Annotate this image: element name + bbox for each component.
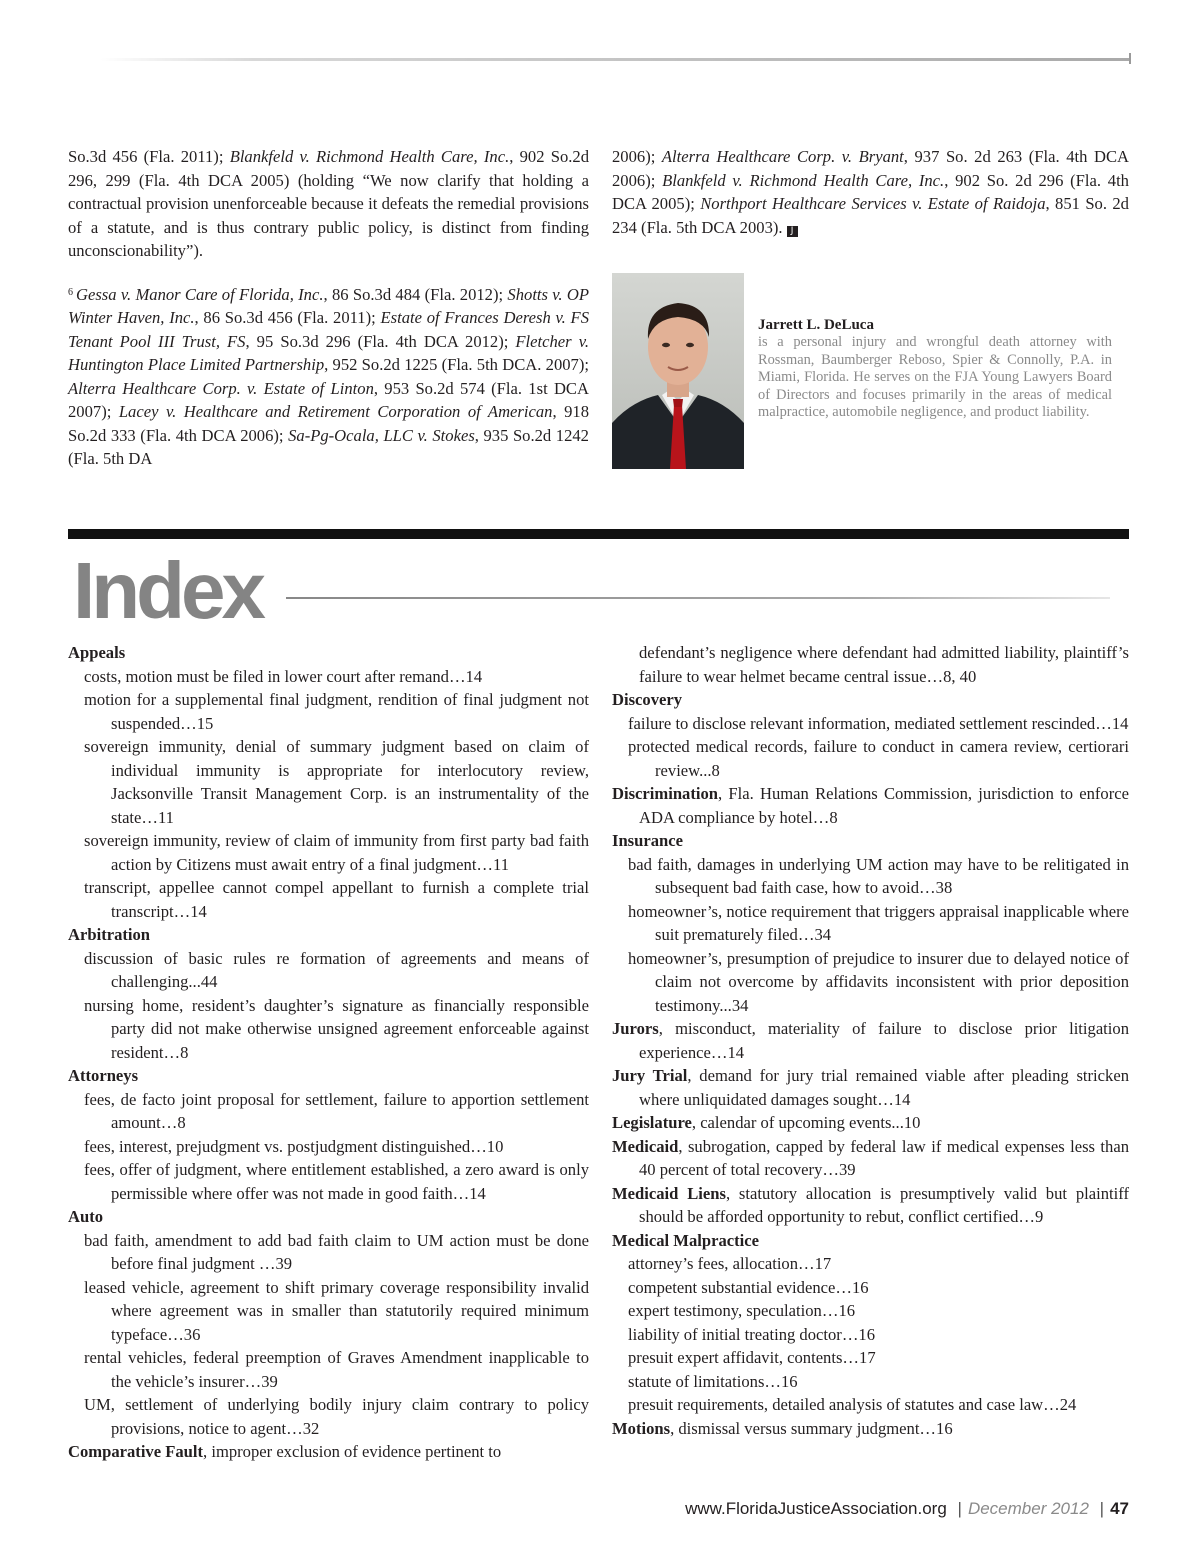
index-entry: presuit expert affidavit, contents…17 [628, 1348, 876, 1367]
author-name: Jarrett L. DeLuca [758, 317, 874, 333]
index-heading: Appeals [68, 643, 126, 662]
page-footer [685, 1497, 1129, 1521]
index-entry: presuit requirements, detailed analysis of statutes and case law…24 [628, 1395, 1077, 1414]
index-entry: discussion of basic rules re formation of agreements and means of challenging...44 [84, 948, 589, 991]
index-topic-entry [612, 1017, 1129, 1064]
index-topic: Motions [612, 1418, 671, 1438]
index-topic-detail: , improper exclusion of evidence pertinent to [203, 1442, 502, 1461]
index-entry: competent substantial evidence…16 [628, 1277, 869, 1297]
index-entry: nursing home, resident’s daughter’s signature as financially responsible party did not make otherwise unsigned agreement enforceable against resident…8 [84, 995, 589, 1062]
index-topic: Medicaid [612, 1136, 679, 1156]
article-left-column [68, 145, 589, 471]
index-topic: Jurors [612, 1019, 659, 1038]
footer-url[interactable]: www.FloridaJusticeAssociation.org [685, 1499, 947, 1518]
index-entry: leased vehicle, agreement to shift primary coverage responsibility invalid where agreement was in smaller than statutorily required minimum typeface…36 [84, 1277, 589, 1344]
index-entry: statute of limitations…16 [628, 1371, 798, 1391]
index-entry: homeowner’s, presumption of prejudice to insurer due to delayed notice of claim not overcome by affidavits inconsistent with prior deposition testimony...34 [628, 948, 1129, 1015]
index-topic-detail: , statutory allocation is presumptively valid but plaintiff should be afforded opportunity to rebut, conflict certified…9 [639, 1183, 1129, 1226]
citation-text: , 953 So.2d 574 (Fla. 1st DCA 2007); [68, 378, 589, 421]
index-entry: failure to disclose relevant information, mediated settlement rescinded…14 [628, 713, 1129, 733]
index-entry: costs, motion must be filed in lower court after remand…14 [84, 666, 483, 686]
footer-date: December 2012 [967, 1499, 1089, 1518]
case-name: Fletcher v. Huntington Place Limited Partnership [68, 331, 589, 374]
index-topic-entry [612, 1417, 1129, 1441]
index-topic: Discrimination [612, 784, 719, 803]
index-topic-detail: , calendar of upcoming events...10 [691, 1113, 921, 1132]
index-heading: Auto [68, 1207, 104, 1226]
index-entry: bad faith, damages in underlying UM action may have to be relitigated in subsequent bad faith case, how to avoid…38 [628, 854, 1129, 897]
case-name: Alterra Healthcare Corp. v. Estate of Linton [68, 378, 374, 398]
author-photo [612, 273, 744, 469]
index-entry: sovereign immunity, review of claim of immunity from first party bad faith action by Citizens must await entry of a final judgment…11 [84, 831, 589, 874]
index-heading: Insurance [612, 831, 683, 850]
index-right-column [612, 641, 1129, 1440]
citation-text: , 851 So. 2d 234 (Fla. 5th DCA 2003). [612, 194, 1129, 237]
index-entry: transcript, appellee cannot compel appellant to furnish a complete trial transcript…14 [84, 878, 589, 921]
index-topic-detail: , dismissal versus summary judgment…16 [670, 1418, 953, 1438]
index-entry: bad faith, amendment to add bad faith claim to UM action must be done before final judgment …39 [84, 1230, 589, 1273]
citation-paragraph-end [612, 145, 1129, 239]
index-left-column [68, 641, 589, 1464]
citation-text: , 86 So.3d 484 (Fla. 2012); [323, 284, 508, 304]
index-topic-detail: , misconduct, materiality of failure to disclose prior litigation experience…14 [639, 1019, 1129, 1062]
index-topic-detail: , demand for jury trial remained viable after pleading stricken where unliquidated damages sought…14 [639, 1066, 1129, 1109]
index-entry-continued: defendant’s negligence where defendant had admitted liability, plaintiff’s failure to wear helmet became central issue…8, 40 [639, 643, 1129, 686]
case-name: Alterra Healthcare Corp. v. Bryant [661, 147, 904, 166]
case-name: Blankfeld v. Richmond Health Care, Inc. [662, 170, 945, 190]
citation-paragraph [68, 145, 589, 263]
page-number: 47 [1110, 1499, 1129, 1518]
citation-text: , 918 So.2d 333 (Fla. 4th DCA 2006); [68, 402, 589, 445]
index-entry: fees, de facto joint proposal for settlement, failure to apportion settlement amount…8 [84, 1089, 589, 1132]
citation-text: , 902 So. 2d 296 (Fla. 4th DCA 2005); [612, 170, 1129, 213]
case-name: Estate of Frances Deresh v. FS Tenant Pool III Trust, FS [68, 308, 589, 351]
footer-separator: | [957, 1499, 962, 1518]
index-title-rule [286, 597, 1110, 599]
citation-text: So.3d 456 (Fla. 2011); [68, 147, 230, 166]
index-entry: liability of initial treating doctor…16 [628, 1324, 876, 1344]
index-topic-entry [68, 1440, 589, 1464]
case-name: Blankfeld v. Richmond Health Care, Inc. [229, 147, 510, 166]
citation-text: 2006); [612, 147, 662, 166]
footnote-6 [68, 281, 589, 471]
top-rule [100, 58, 1130, 61]
citation-text: , 95 So.3d 296 (Fla. 4th DCA 2012); [245, 331, 516, 351]
index-topic-entry [612, 1182, 1129, 1229]
index-heading: Medical Malpractice [612, 1230, 759, 1250]
footer-separator: | [1099, 1499, 1105, 1518]
citation-text: , 952 So.2d 1225 (Fla. 5th DCA. 2007); [324, 355, 589, 374]
citation-text: , 935 So.2d 1242 (Fla. 5th DA [68, 425, 589, 468]
author-bio [758, 316, 1112, 422]
index-topic: Medicaid Liens [612, 1183, 726, 1203]
index-entry: rental vehicles, federal preemption of Graves Amendment inapplicable to the vehicle’s insurer…39 [84, 1348, 589, 1391]
top-rule-tick [1129, 53, 1131, 64]
citation-text: , 86 So.3d 456 (Fla. 2011); [194, 308, 381, 327]
index-topic-entry [612, 1064, 1129, 1111]
index-topic-detail: , Fla. Human Relations Commission, jurisdiction to enforce ADA compliance by hotel…8 [639, 784, 1129, 827]
case-name: Gessa v. Manor Care of Florida, Inc. [76, 284, 324, 304]
index-heading: Attorneys [68, 1066, 139, 1085]
index-entry: UM, settlement of underlying bodily injury claim contrary to policy provisions, notice to agent…32 [84, 1395, 589, 1438]
author-bio-text: is a personal injury and wrongful death attorney with Rossman, Baumberger Reboso, Spier & Connolly, P.A. in Miami, Florida. He serves on the FJA Young Lawyers Board of Directors and focuses primarily in the areas of medical malpractice, automobile negligence, and product liability. [758, 334, 1112, 420]
index-topic: Jury Trial [612, 1066, 688, 1085]
section-divider [68, 529, 1129, 539]
index-topic-entry [612, 1111, 1129, 1135]
index-entry: fees, interest, prejudgment vs. postjudgment distinguished…10 [84, 1136, 504, 1156]
index-topic-detail: , subrogation, capped by federal law if medical expenses less than 40 percent of total recovery…39 [639, 1136, 1129, 1179]
index-entry: attorney’s fees, allocation…17 [628, 1254, 832, 1273]
index-topic-entry [612, 1135, 1129, 1182]
index-entry: motion for a supplemental final judgment, rendition of final judgment not suspended…15 [84, 690, 589, 733]
index-entry: fees, offer of judgment, where entitlement established, a zero award is only permissible where offer was not made in good faith…14 [84, 1160, 589, 1203]
citation-text: , 902 So.2d 296, 299 (Fla. 4th DCA 2005) (holding “We now clarify that holding a contractual provision unenforceable because it defeats the remedial provisions of a statute, and is thus contrary public policy, is distinct from finding unconscionability”). [68, 147, 590, 260]
end-of-article-mark: J [787, 226, 798, 237]
case-name: Sa-Pg-Ocala, LLC v. Stokes [288, 425, 475, 445]
index-entry: homeowner’s, notice requirement that triggers appraisal inapplicable where suit prematurely filed…34 [628, 901, 1130, 944]
case-name: Shotts v. OP Winter Haven, Inc. [68, 284, 589, 327]
index-topic-entry [612, 782, 1129, 829]
author-portrait-illustration [612, 273, 744, 469]
index-heading: Arbitration [68, 925, 151, 944]
article-right-column [612, 145, 1129, 239]
index-entry: expert testimony, speculation…16 [628, 1301, 856, 1320]
index-heading: Discovery [612, 690, 683, 709]
case-name: Lacey v. Healthcare and Retirement Corporation of American [118, 402, 553, 421]
case-name: Northport Healthcare Services v. Estate of Raidoja [700, 194, 1046, 213]
index-topic: Comparative Fault [68, 1442, 204, 1461]
index-entry: sovereign immunity, denial of summary judgment based on claim of individual immunity is appropriate for interlocutory review, Jacksonville Transit Management Corp. is an instrumentality of the state…11 [84, 737, 589, 827]
index-topic: Legislature [612, 1113, 692, 1132]
index-title: Index [73, 546, 262, 635]
index-entry: protected medical records, failure to conduct in camera review, certiorari review...8 [628, 737, 1129, 780]
footnote-number: 6 [68, 286, 73, 298]
citation-text: , 937 So. 2d 263 (Fla. 4th DCA 2006); [612, 147, 1129, 190]
